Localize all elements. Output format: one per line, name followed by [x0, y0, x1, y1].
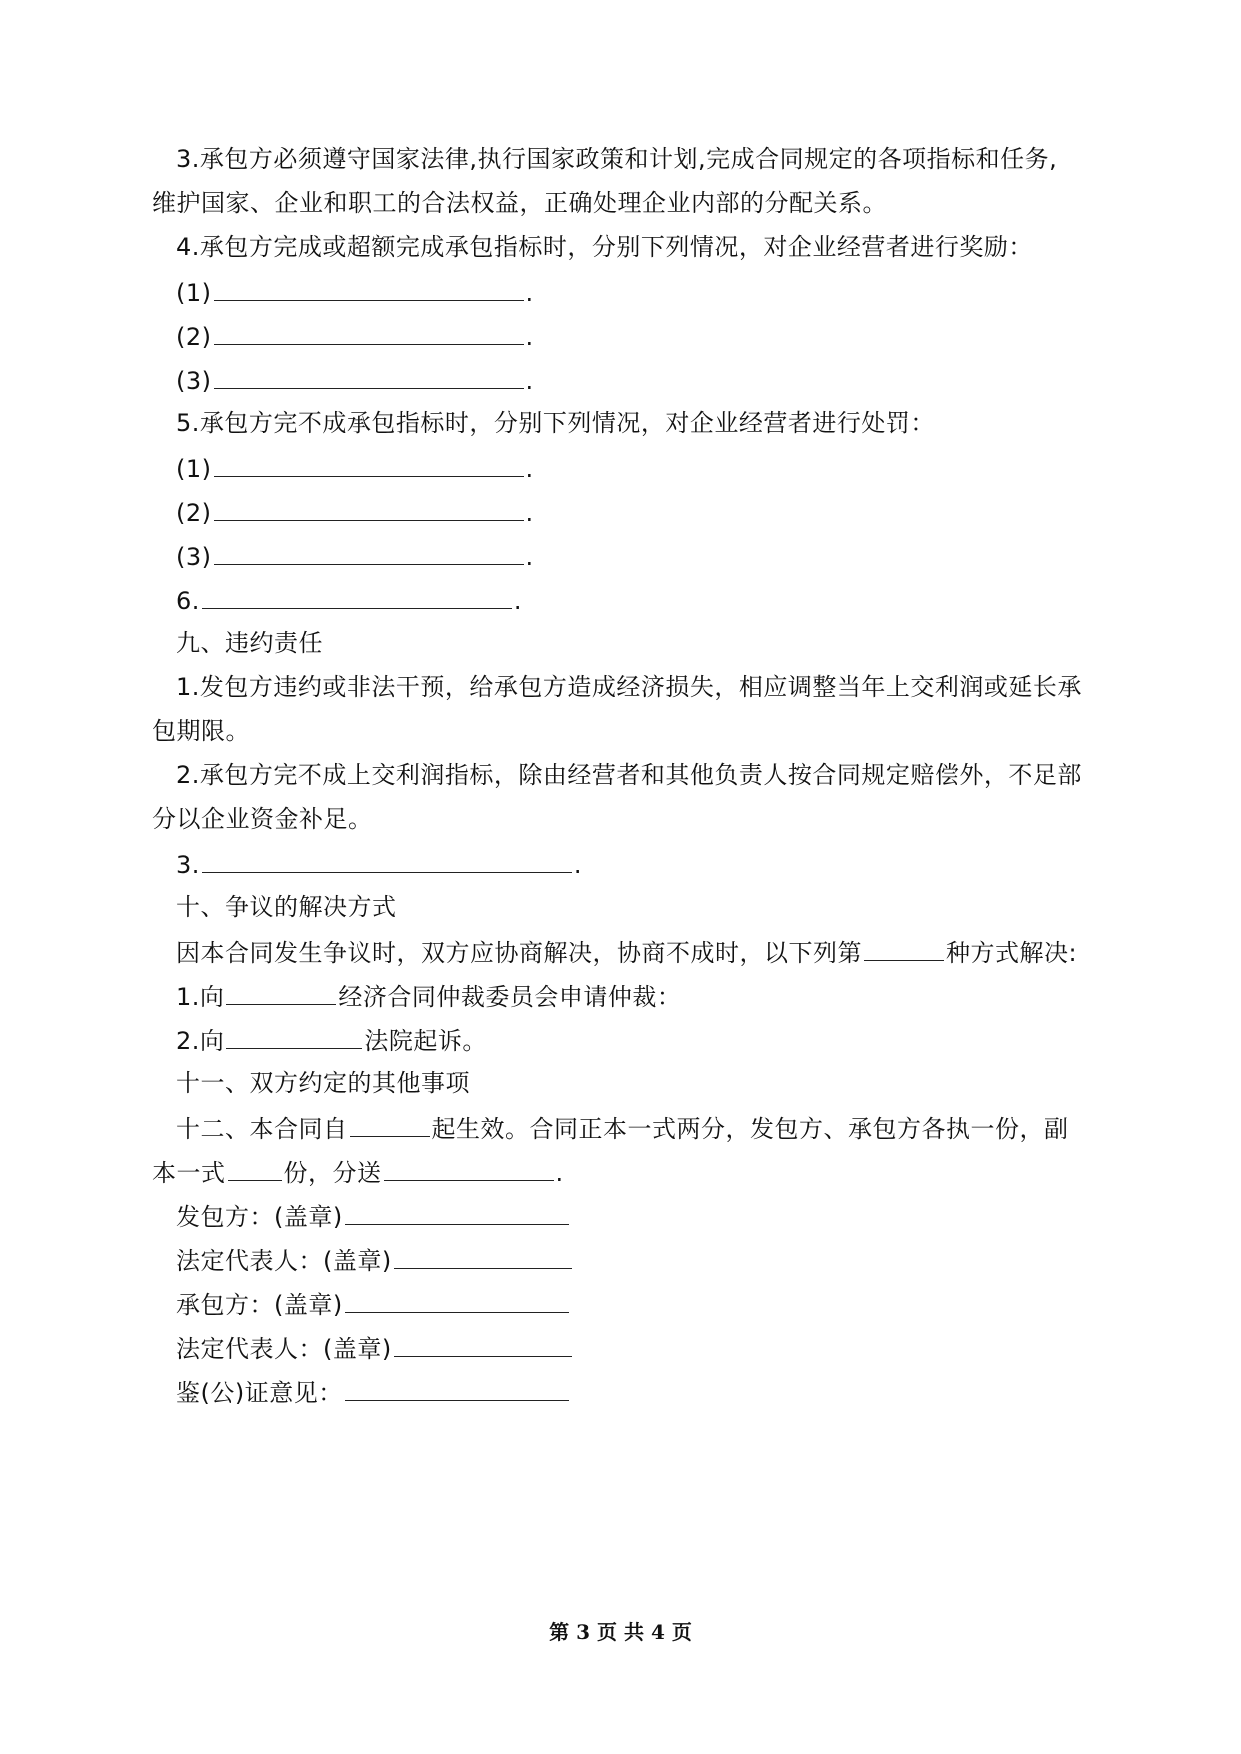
label: 承包方：(盖章)	[176, 1291, 343, 1319]
signature-contractor-rep	[176, 1330, 574, 1366]
period: .	[513, 587, 523, 615]
blank-field[interactable]	[214, 318, 524, 345]
blank-field[interactable]	[214, 450, 524, 477]
text: 分以企业资金补足。	[152, 805, 373, 833]
signature-employer-rep	[176, 1242, 574, 1278]
clause-3-line-2	[152, 186, 887, 220]
period: .	[525, 367, 534, 395]
text: 2.承包方完不成上交利润指标，除由经营者和其他负责人按合同规定赔偿外，不足部	[176, 761, 1082, 789]
period: .	[525, 543, 534, 571]
text: 因本合同发生争议时，双方应协商解决，协商不成时，以下列第	[176, 939, 862, 967]
text: 份，分送	[283, 1159, 382, 1187]
item-number: (2)	[176, 499, 212, 527]
text: 1.发包方违约或非法干预，给承包方造成经济损失，相应调整当年上交利润或延长承	[176, 673, 1082, 701]
label: 发包方：(盖章)	[176, 1203, 343, 1231]
text: 3.承包方必须遵守国家法律,执行国家政策和计划,完成合同规定的各项指标和任务,	[176, 145, 1058, 173]
signature-blank[interactable]	[345, 1286, 569, 1313]
text: 本一式	[152, 1159, 226, 1187]
clause-5-heading	[176, 406, 935, 440]
penalty-item-2	[176, 494, 534, 530]
dispute-intro	[176, 934, 1077, 970]
text: 包期限。	[152, 717, 250, 745]
blank-field[interactable]	[226, 978, 336, 1005]
reward-item-2	[176, 318, 534, 354]
text: 种方式解决:	[946, 939, 1078, 967]
text: 2.向	[176, 1027, 225, 1055]
period: .	[525, 279, 534, 307]
label: 法定代表人：(盖章)	[176, 1247, 392, 1275]
signature-employer	[176, 1198, 571, 1234]
text: 1.向	[176, 983, 225, 1011]
blank-field[interactable]	[214, 362, 524, 389]
liability-2-line-1	[176, 758, 1082, 792]
signature-blank[interactable]	[394, 1330, 572, 1357]
period: .	[525, 455, 534, 483]
text: 经济合同仲裁委员会申请仲裁：	[338, 983, 682, 1011]
period: .	[555, 1159, 564, 1187]
blank-field[interactable]	[214, 274, 524, 301]
notary-opinion	[176, 1374, 571, 1410]
blank-field[interactable]	[384, 1154, 554, 1181]
liability-3	[176, 846, 582, 882]
period: .	[525, 499, 534, 527]
blank-field[interactable]	[864, 934, 944, 961]
item-number: (3)	[176, 543, 212, 571]
dispute-option-2	[176, 1022, 487, 1058]
signature-blank[interactable]	[345, 1198, 569, 1225]
liability-1-line-2	[152, 714, 250, 748]
item-number: 6.	[176, 587, 200, 615]
penalty-item-3	[176, 538, 534, 574]
clause-4-heading	[176, 230, 1033, 264]
text: 维护国家、企业和职工的合法权益，正确处理企业内部的分配关系。	[152, 189, 887, 217]
liability-1-line-1	[176, 670, 1082, 704]
text: 十二、本合同自	[176, 1115, 348, 1143]
item-number: (2)	[176, 323, 212, 351]
text: 法院起诉。	[364, 1027, 487, 1055]
blank-field[interactable]	[214, 538, 524, 565]
section-12-line-1	[176, 1110, 1069, 1146]
item-number: (1)	[176, 455, 212, 483]
blank-field[interactable]	[350, 1110, 430, 1137]
penalty-item-1	[176, 450, 534, 486]
section-11-heading	[176, 1066, 470, 1100]
signature-blank[interactable]	[394, 1242, 572, 1269]
label: 法定代表人：(盖章)	[176, 1335, 392, 1363]
text: 4.承包方完成或超额完成承包指标时，分别下列情况，对企业经营者进行奖励：	[176, 233, 1033, 261]
text: 十一、双方约定的其他事项	[176, 1069, 470, 1097]
period: .	[573, 851, 583, 879]
dispute-option-1	[176, 978, 681, 1014]
section-12-line-2	[152, 1154, 564, 1190]
section-9-heading	[176, 626, 323, 660]
text: 5.承包方完不成承包指标时，分别下列情况，对企业经营者进行处罚：	[176, 409, 935, 437]
signature-contractor	[176, 1286, 571, 1322]
reward-item-1	[176, 274, 534, 310]
item-number: (1)	[176, 279, 212, 307]
blank-field[interactable]	[228, 1154, 282, 1181]
text: 起生效。合同正本一式两分，发包方、承包方各执一份，副	[431, 1115, 1069, 1143]
liability-2-line-2	[152, 802, 373, 836]
text: 十、争议的解决方式	[176, 893, 397, 921]
period: .	[525, 323, 534, 351]
section-10-heading	[176, 890, 397, 924]
label: 鉴(公)证意见：	[176, 1379, 343, 1407]
clause-6	[176, 582, 522, 618]
signature-blank[interactable]	[345, 1374, 569, 1401]
blank-field[interactable]	[202, 582, 512, 609]
item-number: 3.	[176, 851, 200, 879]
page-footer: 第 3 页 共 4 页	[549, 1620, 692, 1644]
blank-field[interactable]	[202, 846, 572, 873]
blank-field[interactable]	[226, 1022, 362, 1049]
item-number: (3)	[176, 367, 212, 395]
text: 九、违约责任	[176, 629, 323, 657]
reward-item-3	[176, 362, 534, 398]
clause-3-line-1	[176, 142, 1057, 176]
blank-field[interactable]	[214, 494, 524, 521]
